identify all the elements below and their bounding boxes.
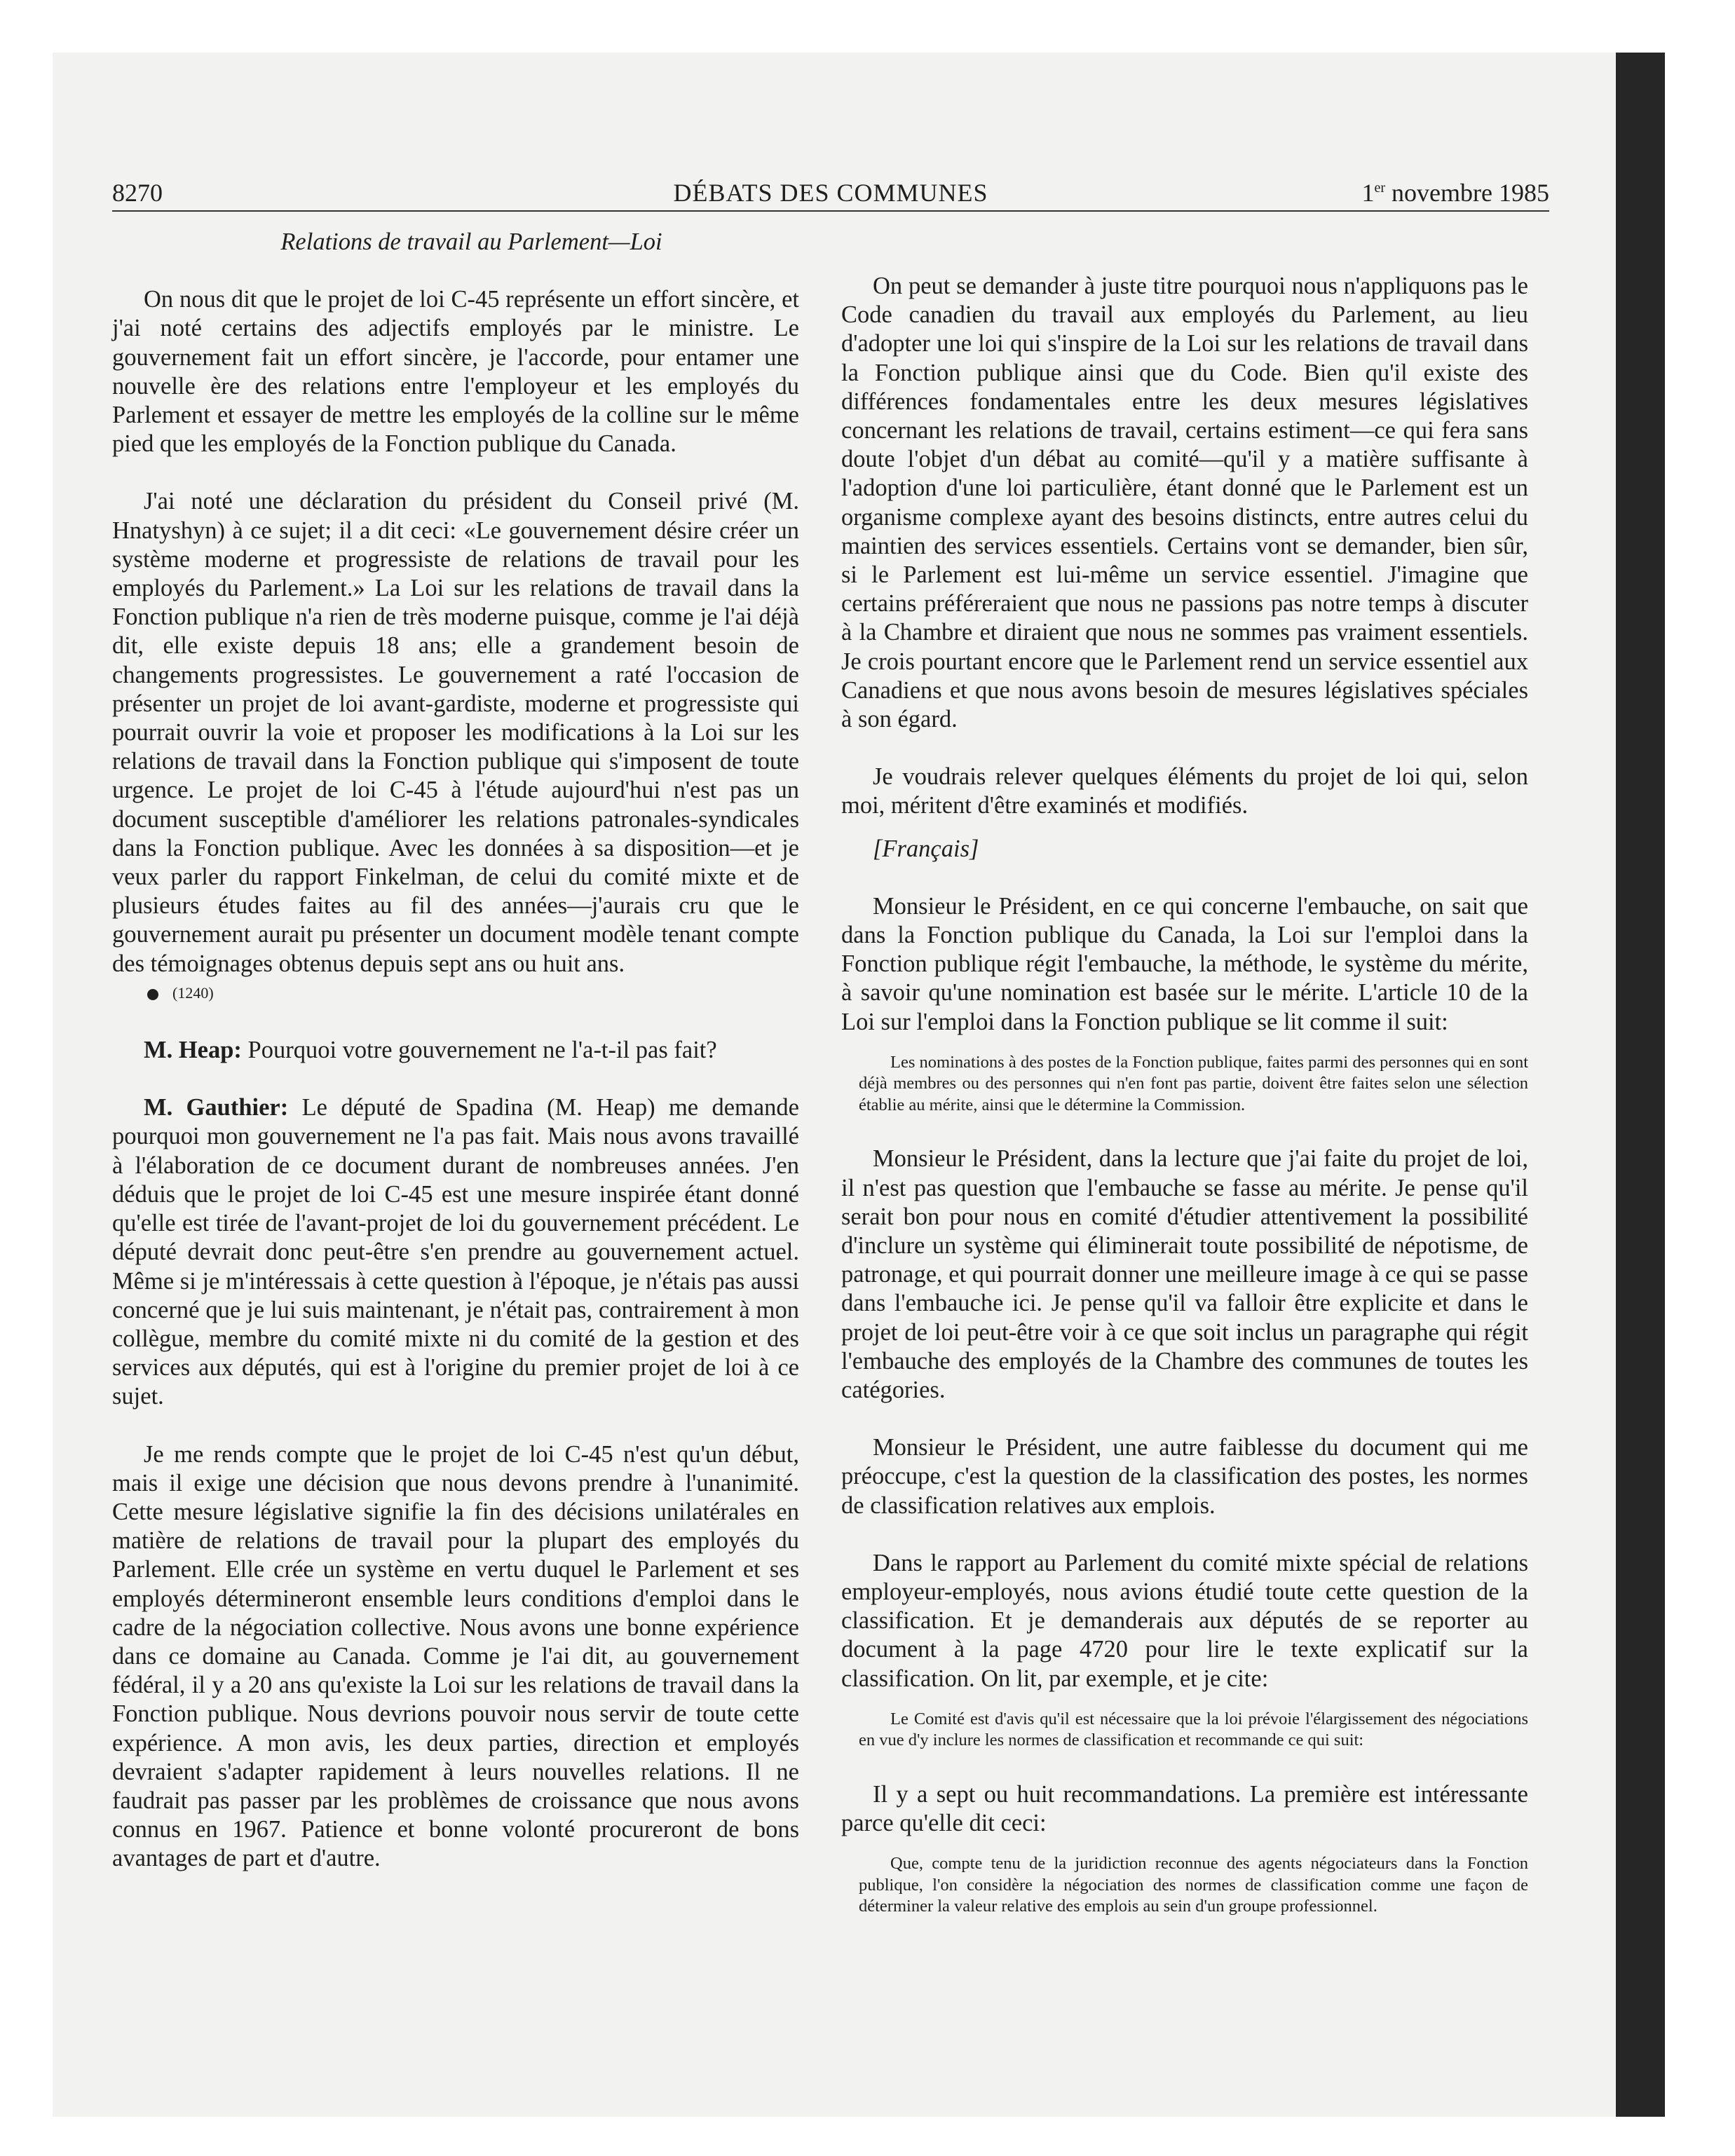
page-header	[112, 175, 1549, 212]
block-quote: Les nominations à des postes de la Fonction publique, faites parmi des personnes qui en sont déjà membres ou des personnes qui n'en font pas partie, doivent être faites selon une sélection établie au mérite, ainsi que le détermine la Commission.	[859, 1052, 1528, 1114]
block-quote: Que, compte tenu de la juridiction reconnue des agents négociateurs dans la Fonction publique, l'on considère la négociation des normes de classification comme une façon de déterminer la valeur relative des emplois au sein d'un groupe professionnel.	[859, 1854, 1528, 1916]
speaker-name: M. Heap:	[144, 1037, 242, 1064]
paragraph: J'ai noté une déclaration du président du Conseil privé (M. Hnatyshyn) à ce sujet; il a dit ceci: «Le gouvernement désire créer un système moderne et progressiste de relations de travail pour les employés du Parlement.» La Loi sur les relations de travail dans la Fonction publique n'a rien de très moderne puisque, comme je l'ai déjà dit, elle existe depuis 18 ans; elle a grandement besoin de changements progressistes. Le gouvernement a raté l'occasion de présenter un projet de loi avant-gardiste, moderne et progressiste qui pourrait ouvrir la voie et proposer les modifications à la Loi sur les relations de travail dans la Fonction publique qui s'imposent de toute urgence. Le projet de loi C-45 à l'étude aujourd'hui n'est pas un document susceptible d'améliorer les relations patronales-syndicales dans la Fonction publique. Avec les données à sa disposition—et je veux parler du rapport Finkelman, de celui du comité mixte et de plusieurs études faites au fil des années—j'aurais cru que le gouvernement aurait pu présenter un document modèle tenant compte des témoignages obtenus depuis sept ans ou huit ans.	[112, 488, 799, 977]
paragraph: Il y a sept ou huit recommandations. La première est intéressante parce qu'elle dit ceci:	[841, 1780, 1528, 1837]
page-number: 8270	[112, 179, 163, 207]
paragraph: Monsieur le Président, une autre faiblesse du document qui me préoccupe, c'est la question de la classification des postes, les normes de classification relatives aux emplois.	[841, 1434, 1528, 1519]
speech-heap: M. Heap: Pourquoi votre gouvernement ne l'a-t-il pas fait?	[144, 1037, 717, 1064]
language-tag: [Français]	[873, 835, 979, 862]
paragraph: On nous dit que le projet de loi C-45 représente un effort sincère, et j'ai noté certains des adjectifs employés par le ministre. Le gouvernement fait un effort sincère, je l'accorde, pour entamer une nouvelle ère des relations entre l'employeur et les employés du Parlement et essayer de mettre les employés de la colline sur le même pied que les employés de la Fonction publique du Canada.	[112, 286, 799, 458]
paragraph: Monsieur le Président, en ce qui concerne l'embauche, on sait que dans la Fonction publique du Canada, la Loi sur l'emploi dans la Fonction publique régit l'embauche, la méthode, le système du mérite, à savoir qu'une nomination est basée sur le mérite. L'article 10 de la Loi sur l'emploi dans la Fonction publique se lit comme il suit:	[841, 892, 1528, 1035]
right-column	[841, 272, 1528, 1946]
scan-dark-edge	[1616, 53, 1665, 2117]
left-column	[112, 228, 799, 1902]
paragraph: Je me rends compte que le projet de loi C-45 n'est qu'un début, mais il exige une décision que nous devons prendre à l'unanimité. Cette mesure législative signifie la fin des décisions unilatérales en matière de relations de travail pour la plupart des employés du Parlement. Elle crée un système en vertu duquel le Parlement et ses employés détermineront ensemble leurs conditions d'emploi dans le cadre de la négociation collective. Nous avons une bonne expérience dans ce domaine au Canada. Comme je l'ai dit, au gouvernement fédéral, il y a 20 ans qu'existe la Loi sur les relations de travail dans la Fonction publique. Nous devrions pouvoir nous servir de toute cette expérience. A mon avis, les deux parties, direction et employés devraient s'adapter rapidement à leurs nouvelles relations. Il ne faudrait pas passer par les problèmes de croissance que nous avons connus en 1967. Patience et bonne volonté procureront de bons avantages de part et d'autre.	[112, 1440, 799, 1872]
bullet-icon	[147, 989, 158, 1000]
paragraph: Je voudrais relever quelques éléments du projet de loi qui, selon moi, méritent d'être examinés et modifiés.	[841, 763, 1528, 819]
timestamp: (1240)	[112, 978, 799, 1007]
publication-title: DÉBATS DES COMMUNES	[673, 179, 988, 207]
section-subhead: Relations de travail au Parlement—Loi	[280, 228, 662, 255]
paragraph: Monsieur le Président, dans la lecture que j'ai faite du projet de loi, il n'est pas question que l'embauche se fasse au mérite. Je pense qu'il serait bon pour nous en comité d'étudier attentivement la possibilité d'inclure un système qui éliminerait toute possibilité de népotisme, de patronage, et qui pourrait donner une meilleure image à ce qui se passe dans l'embauche ici. Je pense qu'il va falloir être explicite et dans le projet de loi peut-être voir à ce que soit inclus un paragraphe qui régit l'embauche des employés de la Chambre des communes de toutes les catégories.	[841, 1145, 1528, 1403]
speaker-name: M. Gauthier:	[144, 1094, 289, 1121]
paragraph: On peut se demander à juste titre pourquoi nous n'appliquons pas le Code canadien du travail aux employés du Parlement, au lieu d'adopter une loi qui s'inspire de la Loi sur les relations de travail dans la Fonction publique ainsi que du Code. Bien qu'il existe des différences fondamentales entre les deux mesures législatives concernant les relations de travail, certains estiment—ce qui fera sans doute l'objet d'un débat au comité—qu'il y a matière suffisante à l'adoption d'une loi particulière, étant donné que le Parlement est un organisme complexe ayant des besoins distincts, entre autres celui du maintien des services essentiels. Certains vont se demander, bien sûr, si le Parlement est lui-même un service essentiel. J'imagine que certains préféreraient que nous ne passions pas notre temps à discuter à la Chambre et diraient que nous ne sommes pas vraiment essentiels. Je crois pourtant encore que le Parlement rend un service essentiel aux Canadiens et que nous avons besoin de mesures législatives spéciales à son égard.	[841, 273, 1528, 733]
speech-gauthier: M. Gauthier: Le député de Spadina (M. Heap) me demande pourquoi mon gouvernement ne l'a pas fait. Mais nous avons travaillé à l'élaboration de ce document durant de nombreuses années. J'en déduis que le projet de loi C-45 est une mesure inspirée étant donné qu'elle est tirée de l'avant-projet de loi du gouvernement précédent. Le député devrait donc peut-être s'en prendre au gouvernement actuel. Même si je m'intéressais à cette question à l'époque, je n'étais pas aussi concerné que je lui suis maintenant, je n'était pas, contrairement à mon collègue, membre du comité mixte ni du comité de la gestion et des services aux députés, qui est à l'origine du premier projet de loi à ce sujet.	[112, 1094, 799, 1410]
issue-date: 1er novembre 1985	[1361, 179, 1549, 207]
block-quote: Le Comité est d'avis qu'il est nécessaire que la loi prévoie l'élargissement des négociations en vue d'y inclure les normes de classification et recommande ce qui suit:	[859, 1709, 1528, 1750]
paragraph: Dans le rapport au Parlement du comité mixte spécial de relations employeur-employés, nous avions étudié toute cette question de la classification. Et je demanderais aux députés de se reporter au document à la page 4720 pour lire le texte explicatif sur la classification. On lit, par exemple, et je cite:	[841, 1549, 1528, 1692]
